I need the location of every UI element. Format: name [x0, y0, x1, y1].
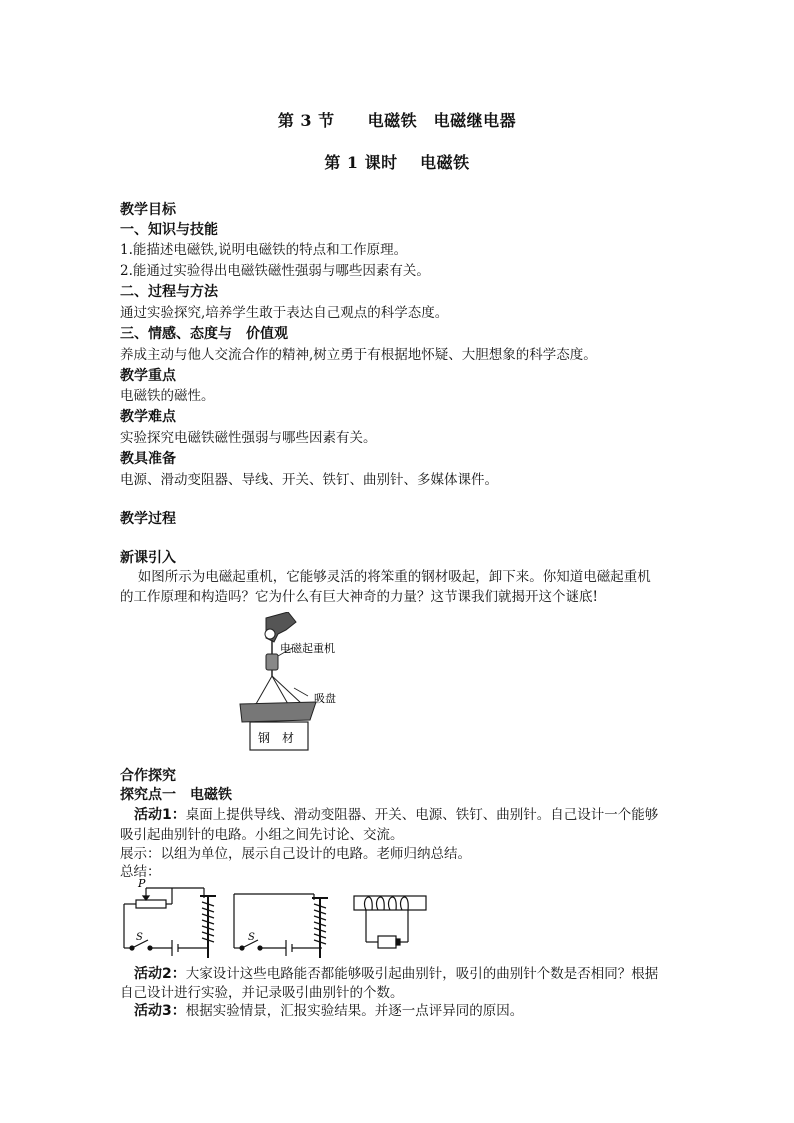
circuit-simple	[234, 894, 328, 958]
lesson-title: 第 1 课时 电磁铁	[324, 153, 470, 172]
knowledge-item-2: 2.能通过实验得出电磁铁磁性强弱与哪些因素有关。	[120, 263, 430, 279]
summary-label: 总结：	[120, 864, 161, 880]
teaching-process-heading: 教学过程	[120, 511, 176, 527]
difficulty-item: 实验探究电磁铁磁性强弱与哪些因素有关。	[120, 430, 377, 446]
intro-line-1: 如图所示为电磁起重机，它能够灵活的将笨重的钢材吸起，卸下来。你知道电磁起重机	[120, 569, 651, 585]
circuit-coil-bar	[354, 896, 426, 948]
process-heading: 二、过程与方法	[120, 284, 218, 300]
circuit-with-rheostat	[124, 888, 216, 958]
tools-item: 电源、滑动变阻器、导线、开关、铁钉、曲别针、多媒体课件。	[120, 472, 498, 488]
rheostat-label-p: P	[138, 878, 146, 890]
difficulty-heading: 教学难点	[120, 409, 176, 425]
switch-label-1: S	[136, 932, 143, 943]
process-item: 通过实验探究,培养学生敢于表达自己观点的科学态度。	[120, 305, 449, 321]
activity-3-line: 活动3：根据实验情景，汇报实验结果。并逐一点评异同的原因。	[120, 1003, 524, 1019]
activity-1-line-1: 活动1：桌面上提供导线、滑动变阻器、开关、电源、铁钉、曲别针。自己设计一个能够	[120, 807, 659, 823]
circuit-figures	[116, 878, 436, 962]
goals-heading: 教学目标	[120, 202, 176, 218]
attitude-heading: 三、情感、态度与 价值观	[120, 326, 288, 342]
activity-1-line-2: 吸引起曲别针的电路。小组之间先讨论、交流。	[120, 827, 404, 843]
tools-heading: 教具准备	[120, 451, 176, 467]
activity-2-line-2: 自己设计进行实验，并记录吸引曲别针的个数。	[120, 985, 404, 1001]
show-line: 展示：以组为单位，展示自己设计的电路。老师归纳总结。	[120, 846, 471, 862]
steel-label: 钢 材	[258, 731, 295, 745]
point1-heading: 探究点一 电磁铁	[120, 787, 232, 803]
activity-2-line-1: 活动2：大家设计这些电路能否都能够吸引起曲别针，吸引的曲别针个数是否相同？根据	[120, 966, 659, 982]
intro-heading: 新课引入	[120, 550, 176, 566]
crane-label: 电磁起重机	[280, 642, 335, 655]
knowledge-heading: 一、知识与技能	[120, 222, 218, 238]
key-heading: 教学重点	[120, 368, 176, 384]
sucker-label: 吸盘	[314, 692, 336, 705]
section-title: 第 3 节 电磁铁 电磁继电器	[277, 111, 517, 130]
knowledge-item-1: 1.能描述电磁铁,说明电磁铁的特点和工作原理。	[120, 242, 408, 258]
intro-line-2: 的工作原理和构造吗？它为什么有巨大神奇的力量？这节课我们就揭开这个谜底!	[120, 589, 598, 605]
coop-heading: 合作探究	[120, 768, 176, 784]
crane-figure	[236, 612, 370, 764]
sucker-plate	[240, 702, 316, 722]
attitude-item: 养成主动与他人交流合作的精神,树立勇于有根据地怀疑、大胆想象的科学态度。	[120, 347, 597, 363]
switch-label-2: S	[248, 932, 255, 943]
crane-pulley	[266, 654, 278, 670]
key-item: 电磁铁的磁性。	[120, 388, 215, 404]
